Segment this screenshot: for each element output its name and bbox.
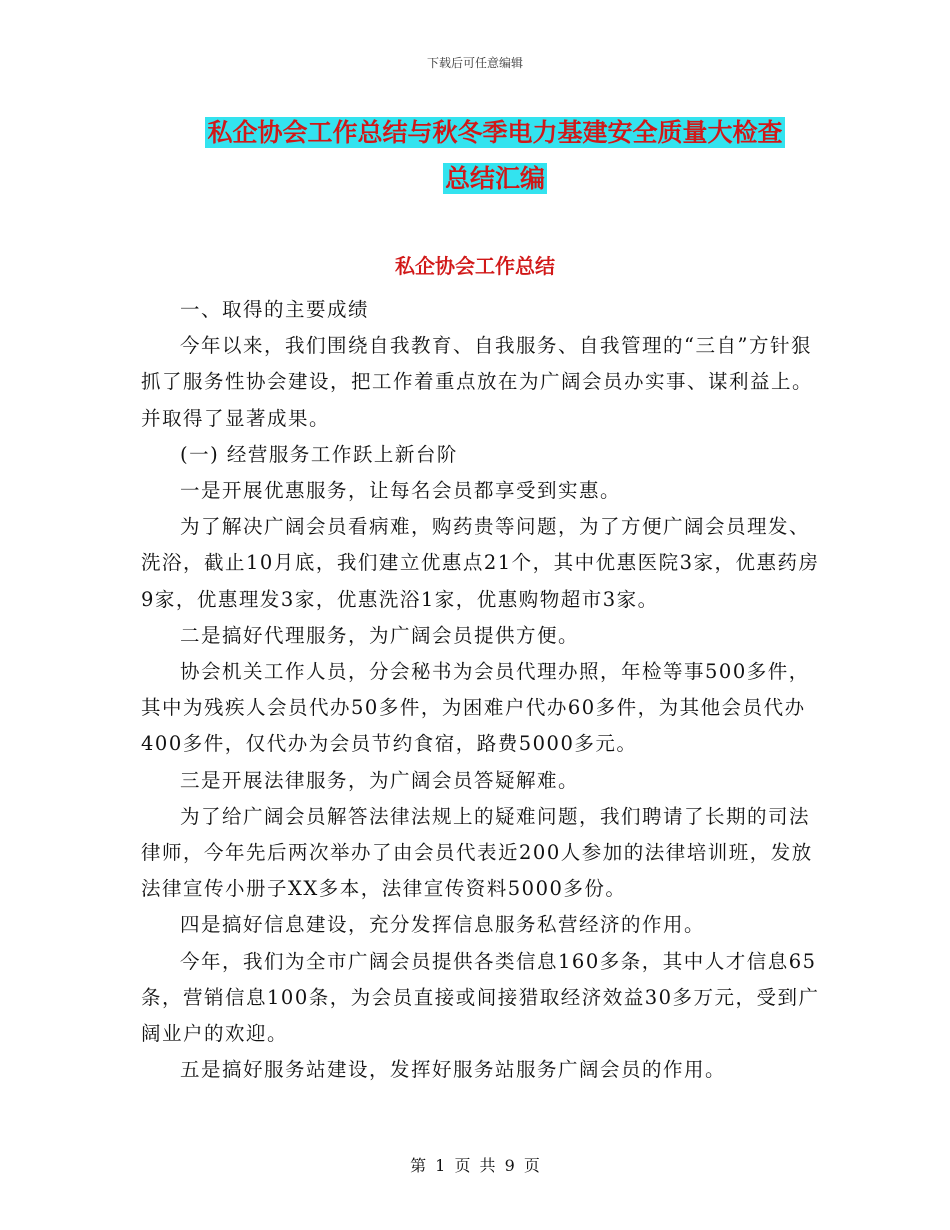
paragraph: 今年，我们为全市广阔会员提供各类信息160多条，其中人才信息65条，营销信息100条，为会员直接或间接猎取经济效益30多万元，受到广阔业户的欢迎。 [141, 949, 820, 1046]
document-title [130, 110, 860, 202]
paragraph: 三是开展法律服务，为广阔会员答疑解难。 [180, 768, 580, 792]
body-text [141, 292, 821, 1088]
page-footer: 第 1 页 共 9 页 [410, 1156, 540, 1175]
page-header: 下载后可任意编辑 [426, 56, 523, 70]
paragraph: 一、取得的主要成绩 [180, 298, 370, 321]
paragraph: 今年以来，我们围绕自我教育、自我服务、自我管理的“三自”方针狠抓了服务性协会建设，把工作着重点放在为广阔会员办实事、谋利益上。并取得了显著成果。 [141, 334, 814, 430]
document-title-line-2: 总结汇编 [444, 164, 545, 193]
document-title-line-1: 私企协会工作总结与秋冬季电力基建安全质量大检查 [207, 118, 783, 147]
paragraph: 为了给广阔会员解答法律法规上的疑难问题，我们聘请了长期的司法律师，今年先后两次举办了由会员代表近200人参加的法律培训班，发放法律宣传小册子XX多本，法律宣传资料5000多份。 [141, 804, 813, 901]
paragraph: 二是搞好代理服务，为广阔会员提供方便。 [180, 623, 580, 647]
paragraph: 五是搞好服务站建设，发挥好服务站服务广阔会员的作用。 [180, 1058, 727, 1082]
section-title: 私企协会工作总结 [395, 254, 555, 278]
paragraph: (一) 经营服务工作跃上新台阶 [180, 442, 458, 466]
paragraph: 为了解决广阔会员看病难，购药贵等问题，为了方便广阔会员理发、洗浴，截止10月底，我们建立优惠点21个，其中优惠医院3家，优惠药房9家，优惠理发3家，优惠洗浴1家，优惠购物超市3家。 [141, 515, 820, 611]
paragraph: 一是开展优惠服务，让每名会员都享受到实惠。 [180, 479, 622, 503]
paragraph: 四是搞好信息建设，充分发挥信息服务私营经济的作用。 [180, 913, 706, 937]
paragraph: 协会机关工作人员，分会秘书为会员代理办照，年检等事500多件，其中为残疾人会员代办50多件，为困难户代办60多件，为其他会员代办400多件，仅代办为会员节约食宿，路费5000多元。 [141, 660, 810, 756]
